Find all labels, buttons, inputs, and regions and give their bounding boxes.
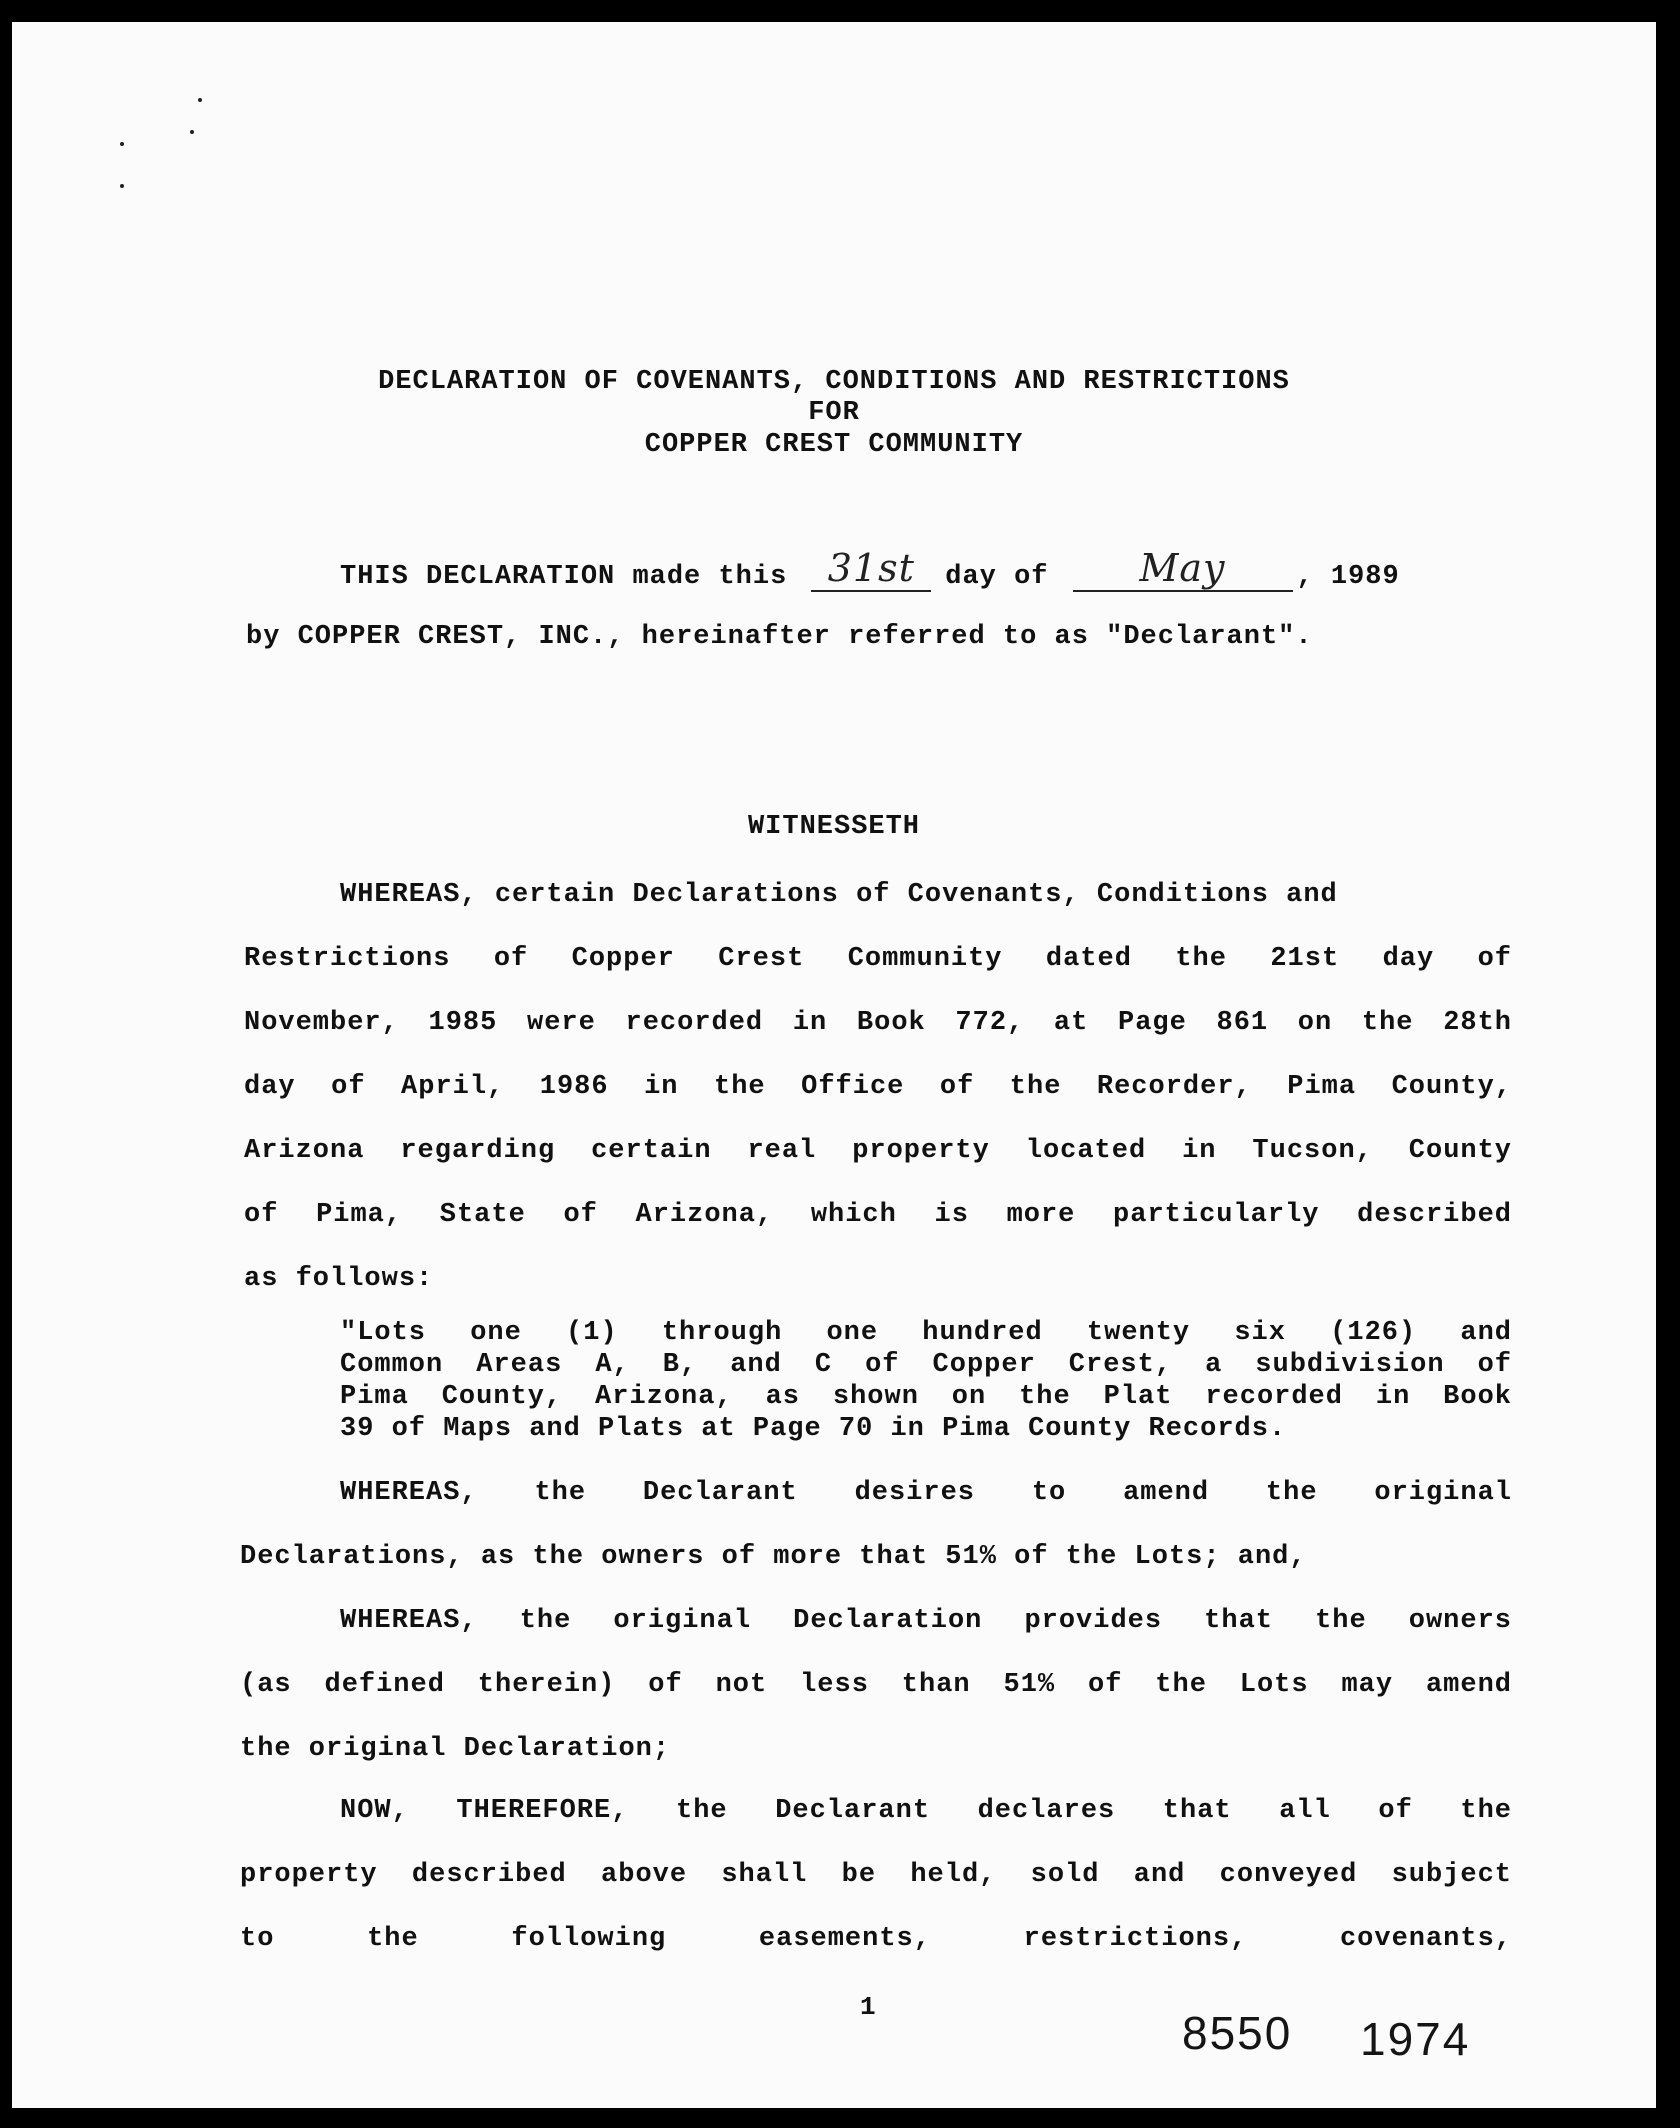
recital-1-line: Arizona regarding certain real property located in Tucson, County (244, 1136, 1512, 1166)
intro-line-2: by COPPER CREST, INC., hereinafter referred to as "Declarant". (246, 622, 1313, 652)
recital-1-last-line: as follows: (244, 1264, 434, 1294)
document-page (12, 22, 1656, 2108)
recital-1-line: day of April, 1986 in the Office of the Recorder, Pima County, (244, 1072, 1512, 1102)
quote-line: Pima County, Arizona, as shown on the Plat recorded in Book (340, 1382, 1512, 1412)
recital-3-line: WHEREAS, the original Declaration provides that the owners (340, 1606, 1512, 1636)
intro-line-1 (340, 546, 1512, 592)
recital-1-line: November, 1985 were recorded in Book 772, at Page 861 on the 28th (244, 1008, 1512, 1038)
document-title-line-1: DECLARATION OF COVENANTS, CONDITIONS AND RESTRICTIONS (378, 367, 1290, 397)
handwritten-day: 31st (811, 546, 931, 592)
recital-4-line: property described above shall be held, sold and conveyed subject (240, 1860, 1512, 1890)
intro-day-of: day of (945, 562, 1049, 592)
quote-line: "Lots one (1) through one hundred twenty six (126) and (340, 1318, 1512, 1348)
recital-2-line: WHEREAS, the Declarant desires to amend the original (340, 1478, 1512, 1508)
recording-stamp-book: 8550 (1182, 2007, 1293, 2059)
recital-3-line: (as defined therein) of not less than 51% of the Lots may amend (240, 1670, 1512, 1700)
page-number: 1 (860, 1992, 877, 2022)
recital-2-last-line: Declarations, as the owners of more that 51% of the Lots; and, (240, 1542, 1307, 1572)
recital-3-last-line: the original Declaration; (240, 1734, 671, 1764)
recital-1-line: Restrictions of Copper Crest Community dated the 21st day of (244, 944, 1512, 974)
recording-stamp-page: 1974 (1360, 2013, 1471, 2065)
document-title-line-3: COPPER CREST COMMUNITY (644, 430, 1024, 460)
scan-speck (198, 98, 202, 102)
scan-speck (120, 184, 124, 188)
scan-speck (120, 142, 124, 146)
recital-4-line: NOW, THEREFORE, the Declarant declares that all of the (340, 1796, 1512, 1826)
scan-speck (190, 130, 194, 134)
intro-prefix: THIS DECLARATION made this (340, 562, 788, 592)
quote-line: Common Areas A, B, and C of Copper Crest, a subdivision of (340, 1350, 1512, 1380)
witnesseth-heading: WITNESSETH (747, 812, 921, 842)
quote-last-line: 39 of Maps and Plats at Page 70 in Pima County Records. (340, 1414, 1287, 1444)
text-line: WHEREAS, certain Declarations of Covenants, Conditions and (340, 880, 1338, 910)
recital-4-line: to the following easements, restrictions, covenants, (240, 1924, 1512, 1954)
recital-1-line (340, 880, 1512, 910)
document-title-line-2: FOR (808, 398, 860, 428)
handwritten-month: May (1073, 546, 1293, 592)
recital-1-line: of Pima, State of Arizona, which is more particularly described (244, 1200, 1512, 1230)
intro-year: , 1989 (1296, 562, 1400, 592)
